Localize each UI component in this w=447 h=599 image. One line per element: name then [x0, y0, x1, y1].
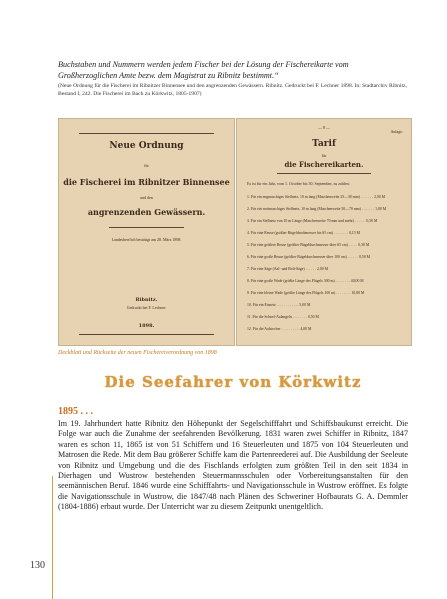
cover-approval: Landesherrlich bestätigt am 28. März 1898. [111, 237, 182, 242]
margin-rule [52, 476, 53, 599]
cover-und: und den [140, 195, 153, 200]
tariff-intro: Es ist für ein Jahr, vom 1. October bis 30. September, zu zahlen: [247, 181, 350, 186]
section-heading: Die Seefahrer von Körkwitz [104, 373, 362, 391]
tariff-row: 11. Für die Schnef-Aalangeln . . . . . . . . 0,50 M [247, 315, 319, 319]
cover-line2: die Fischerei im Ribnitzer Binnensee [63, 177, 230, 187]
intro-quote: Buchstaben und Nummern werden jedem Fischer bei der Lösung der Fischereikarte vom Großherzoglichen Amte bezw. dem Magistrat zu Ribnitz bestimmt.“ [58, 60, 349, 80]
cover-line3: angrenzenden Gewässern. [87, 207, 206, 217]
tariff-page-marker: — 8 — [318, 125, 330, 130]
tariff-subtitle: die Fischereikarten. [284, 160, 364, 169]
tariff-fuer: für [321, 153, 327, 158]
tariff-row: 12. Für die Aalstecher . . . . . . . . . . 4,00 M [247, 327, 312, 331]
tariff-row: 6. Für eine große Reuse (größter Bügeldurchmesser über 100 cm) . . . . . . 0,50 M [247, 255, 371, 259]
cover-printer: Gedruckt bei F. Lechner. [126, 305, 167, 310]
image-caption: Deckblatt und Rückseite der neuen Fischereiverordnung von 1898 [58, 350, 217, 356]
document-cover-image [58, 118, 235, 346]
tariff-anlage: Anlage. [390, 129, 403, 134]
cover-fuer: für [144, 163, 149, 168]
document-tariff-image [236, 118, 412, 346]
tariff-row: 3. Für ein Stellnetz von 10 m Länge (Maschenweite 70 mm und mehr) . . . . . . 0,50 M [247, 219, 378, 223]
page-number: 130 [30, 560, 45, 571]
tariff-row: 9. Für eine kleine Wade (größte Länge des Flügels 100 m) . . . . . . . . 10,00 M [247, 291, 365, 295]
cover-title: Neue Ordnung [109, 141, 184, 151]
tariff-row: 10. Für ein Eisnetz . . . . . . . . . . . . 5,00 M [247, 303, 311, 307]
tariff-title: Tarif [312, 139, 336, 149]
source-caption: (Neue Ordnung für die Fischerei im Ribnitzer Binnensee und den angrenzenden Gewässern. Ribnitz. Gedruckt bei F. Lechner 1898. In: Stadtarchiv Ribnitz, Bestand I, 242. Die Fischerei im Bach zu Körkwitz, 1805-1907) [58, 83, 407, 98]
tariff-row: 8. Für eine große Wade (größte Länge des Flügels 300 m) . . . . . . . . 40,00 M [247, 279, 364, 283]
body-text: Im 19. Jahrhundert hatte Ribnitz den Höhepunkt der Segelschifffahrt und Schiffsbaukunst erreicht. Die Folge war auch die Zunahme der seefahrenden Bevölkerung. 1831 waren zwei Schiffer in Ribnitz, 1847 waren es schon 11, 1865 ist von 51 Schiffern und 16 Steuerleuten und 1875 von 104 Steuerleuten und Matrosen die Rede. Mit dem Bau größerer Schiffe kam die Partenreederei auf. Die Ausbildung der Seeleute von Ribnitz und Umgebung und die des Fischlands erfolgten zum größten Teil in den seit 1834 in Dierhagen und Wustrow bestehenden Steuermannsschulen oder Vorbereitungsanstalten für den seemännischen Beruf. 1846 wurde eine Schifffahrts- und Navigationsschule in Wustrow eröffnet. Es folgte die Navigationsschule in Wustrow, die 1847/48 nach Plänen des Schweriner Hofbaurats G. A. Demmler (1804-1886) erbaut wurde. Der Unterricht war zu diesem Zeitpunkt unentgeltlich. [58, 419, 408, 512]
cover-year: 1898. [138, 323, 155, 329]
section-subheading: 1895 . . . [58, 406, 93, 417]
tariff-row: 4. Für eine Reuse (größter Bügeldurchmesser bis 65 cm) . . . . . . . . 0,15 M [247, 231, 361, 235]
tariff-row: 7. Für eine Säge (Aal- und Bolt-Säge) . . . . . . 2,00 M [247, 267, 328, 271]
tariff-row: 2. Für ein weitmaschiges Stellnetz, 10 m lang (Maschenweite 50—70 mm) . . . . . . . 1,00 M [247, 207, 387, 211]
cover-place: Ribnitz. [135, 297, 158, 303]
tariff-row: 5. Für eine größere Reuse (größter Bügeldurchmesser über 65 cm) . . . . . 0,30 M [247, 243, 370, 247]
tariff-row: 1. Für ein engmaschiges Stellnetz, 10 m lang (Maschenweite 25—30 mm) . . . . . . . 2,00 M [247, 195, 386, 199]
